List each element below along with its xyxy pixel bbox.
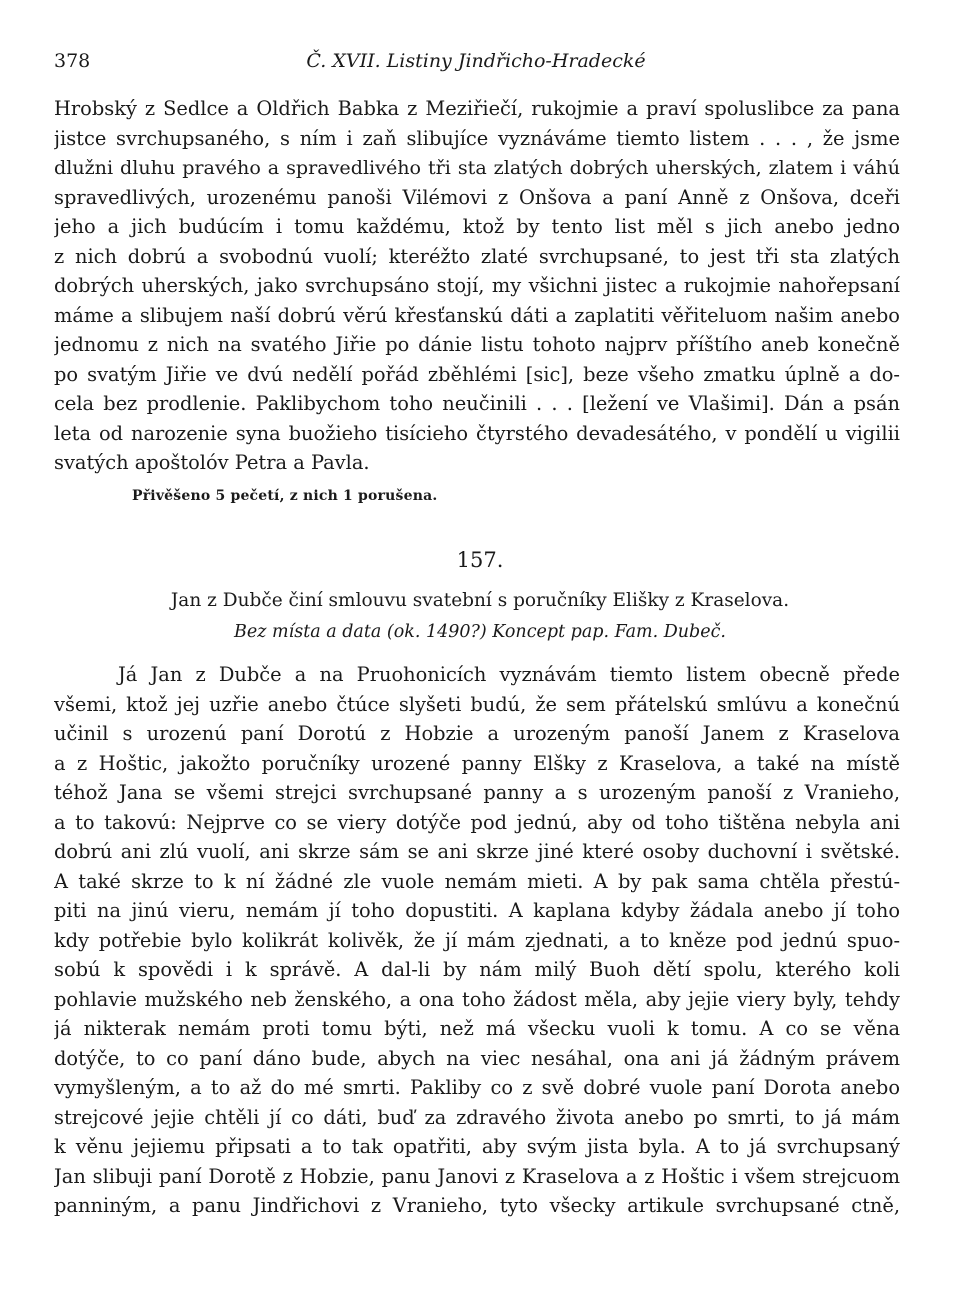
text-line: vymyšleným, a to až do mé smrti. Pakliby co z svě dobré vuole paní Dorota anebo <box>54 1076 900 1099</box>
text-line: dotýče, to co paní dáno bude, abych na viec nesáhal, ona ani já žádným právem <box>54 1046 900 1070</box>
text-line: jednomu z nich na svatého Jiřie po dánie listu tohoto najprv příštího aneb konečně <box>54 333 900 356</box>
page-header <box>54 50 898 78</box>
text-line: pohlavie mužského neb ženského, a ona toho žádost měla, aby jejie viery byly, tehdy <box>54 987 900 1011</box>
text-line: a z Hoštic, jakožto poručníky urozené panny Elšky z Kraselova, a také na místě <box>54 751 900 775</box>
text-line: kdy potřebie bylo kolikrát kolivěk, že jí mám zjednati, a to kněze pod jednú spuo- <box>54 928 900 952</box>
text-line: cela bez prodlenie. Paklibychom toho neučinili . . . [ležení ve Vlašimi]. Dán a psán <box>54 392 900 415</box>
text-line: Jan slibuji paní Dorotě z Hobzie, panu Janovi z Kraselova a z Hoštic i všem strejcuom <box>54 1164 900 1188</box>
charter-conclusion-paragraph <box>54 94 900 478</box>
text-line: dobrú ani zlú vuolí, ani skrze sám se ani skrze jiné které osoby duchovní i světské. <box>54 840 900 863</box>
text-line: máme a slibujem naší dobrú věrú křesťanskú dáti a zaplatiti věřiteluom našim anebo <box>54 303 900 327</box>
text-line: leta od narozenie syna buožieho tisícieho čtyrstého devadesátého, v pondělí u vigilii <box>54 421 900 445</box>
document-summary: Jan z Dubče činí smlouvu svatební s poručníky Elišky z Kraselova. <box>170 590 790 611</box>
text-line: téhož Jana se všemi strejci svrchupsané panny a s urozeným panoší z Vranieho, <box>54 781 900 804</box>
text-line: spravedlivých, urozenému panoši Vilémovi z Onšova a paní Anně z Onšova, dceři <box>54 185 900 209</box>
text-line: piti na jinú vieru, nemám jí toho dopustiti. A kaplana kdyby žádala anebo jí toho <box>54 899 900 922</box>
text-line: a to takovú: Nejprve co se viery dotýče pod jednú, aby od toho tištěna nebyla ani <box>54 810 900 834</box>
text-line: dlužni dluhu pravého a spravedlivého tři sta zlatých dobrých uherských, zlatem i váhú <box>54 156 900 179</box>
text-line: panniným, a panu Jindřichovi z Vranieho, tyto všecky artikule svrchupsané ctně, <box>54 1194 900 1217</box>
text-line: z nich dobrú a svobodnú vuolí; kteréžto zlaté svrchupsané, to jest tři sta zlatých <box>54 244 900 268</box>
document-source: Bez místa a data (ok. 1490?) Koncept pap. Fam. Dubeč. <box>234 622 726 642</box>
text-line: sobú k spovědi i k správě. A dal-li by nám milý Buoh dětí spolu, kterého koli <box>54 958 900 981</box>
text-line: já nikterak nemám proti tomu býti, než má všecku vuoli k tomu. A co se věna <box>54 1017 900 1040</box>
text-line: Hrobský z Sedlce a Oldřich Babka z Meziřiečí, rukojmie a praví spoluslibce za pana <box>54 97 900 120</box>
text-line: všemi, ktož jej uzřie anebo čtúce slyšeti budú, že sem přátelskú smlúvu a konečnú <box>54 692 900 716</box>
document-body-paragraph <box>54 660 900 1221</box>
page-number: 378 <box>54 50 91 72</box>
text-line: A také skrze to k ní žádné zle vuole nemám mieti. A by pak sama chtěla přestú- <box>54 869 900 893</box>
text-line: k věnu jejiemu připsati a to tak opatřiti, aby svým jista byla. A to já svrchupsaný <box>54 1135 900 1158</box>
running-title: Č. XVII. Listiny Jindřicho-Hradecké <box>306 50 646 72</box>
text-line: po svatým Jiřie ve dvú nedělí pořád zběhlémi [sic], beze všeho zmatku úplně a do- <box>54 362 900 386</box>
text-line: Já Jan z Dubče a na Pruohonicích vyznávám tiemto listem obecně přede <box>118 663 900 686</box>
text-line: jeho a jich budúcím i tomu každému, ktož by tento list měl s jich anebo jedno <box>54 215 900 238</box>
text-line: jistce svrchupsaného, s ním i zaň slibujíce vyznáváme tiemto listem . . . , že jsme <box>54 126 900 150</box>
seal-note: Přivěšeno 5 pečetí, z nich 1 porušena. <box>132 488 438 504</box>
text-line: svatých apoštolóv Petra a Pavla. <box>54 451 370 474</box>
text-line: strejcové jejie chtěli jí co dáti, buď za zdravého života anebo po smrti, to já mám <box>54 1105 900 1129</box>
text-line: dobrých uherských, jako svrchupsáno stojí, my všichni jistec a rukojmie nahořepsaní <box>54 274 900 297</box>
document-number: 157. <box>456 548 504 572</box>
text-line: učinil s urozenú paní Dorotú z Hobzie a urozeným panoší Janem z Kraselova <box>54 722 900 745</box>
